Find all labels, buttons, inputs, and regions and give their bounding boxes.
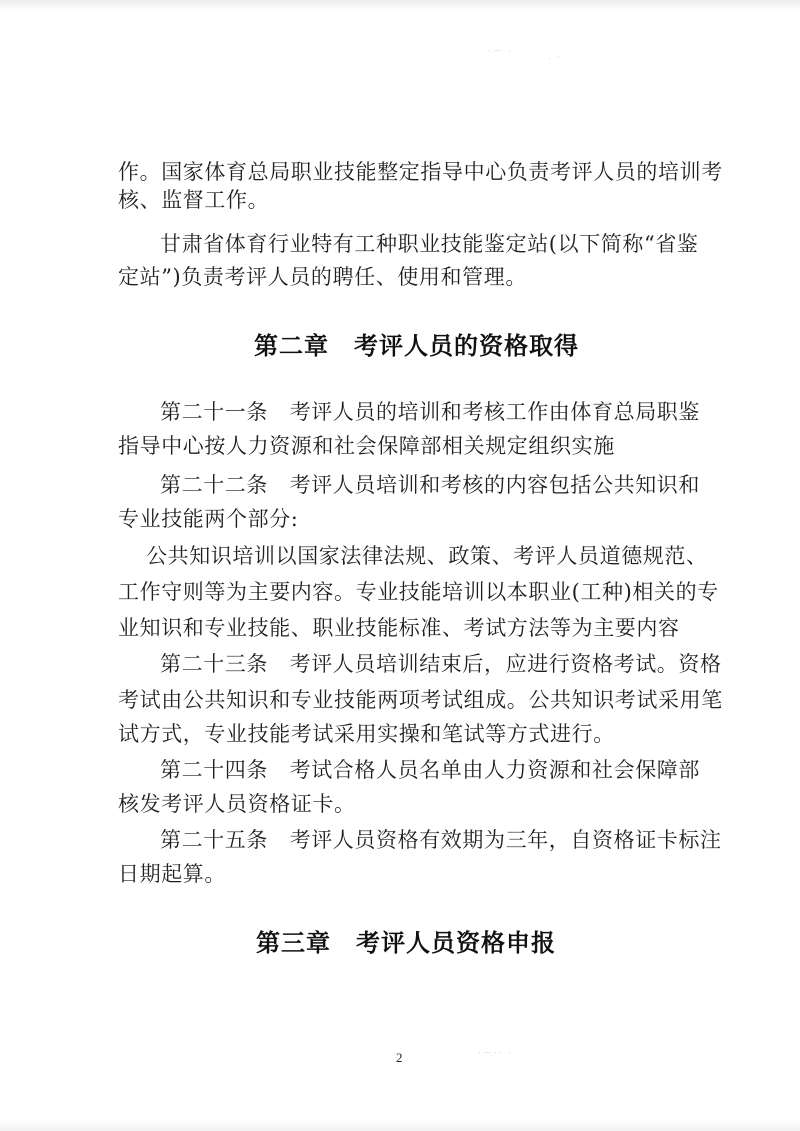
article-21-line-2: 指导中心按人力资源和社会保障部相关规定组织实施 (118, 434, 615, 458)
article-22-line-4: 工作守则等为主要内容。专业技能培训以本职业(工种)相关的专 (118, 580, 719, 604)
chapter-2-title: 第二章 考评人员的资格取得 (254, 332, 579, 360)
article-23-line-3: 试方式，专业技能考试采用实操和笔试等方式进行。 (118, 722, 615, 746)
intro-line-1: 作。国家体育总局职业技能整定指导中心负责考评人员的培训考 (118, 160, 723, 184)
article-22-line-2: 专业技能两个部分: (118, 507, 299, 531)
intro-line-4: 定站”)负责考评人员的聘任、使用和管理。 (118, 265, 527, 289)
article-22-line-3: 公共知识培训以国家法律法规、政策、考评人员道德规范、 (146, 544, 708, 568)
article-22-line-5: 业知识和专业技能、职业技能标准、考试方法等为主要内容 (118, 616, 680, 640)
article-24-line-1: 第二十四条 考试合格人员名单由人力资源和社会保障部 (160, 758, 700, 782)
intro-line-2: 核、监督工作。 (118, 188, 270, 212)
article-25-line-1: 第二十五条 考评人员资格有效期为三年，自资格证卡标注 (160, 828, 722, 852)
chapter-3-title: 第三章 考评人员资格申报 (256, 929, 556, 957)
scan-artifact: ·－ · (488, 46, 514, 56)
article-23-line-2: 考试由公共知识和专业技能两项考试组成。公共知识考试采用笔 (118, 688, 723, 712)
article-23-line-1: 第二十三条 考评人员培训结束后，应进行资格考试。资格 (160, 652, 722, 676)
page-number: 2 (396, 1050, 403, 1065)
scan-artifact: · ' (548, 54, 561, 64)
article-21-line-1: 第二十一条 考评人员的培训和考核工作由体育总局职鉴 (160, 400, 700, 424)
scan-artifact: ·－·· · (478, 1048, 514, 1058)
article-22-line-1: 第二十二条 考评人员培训和考核的内容包括公共知识和 (160, 473, 700, 497)
article-25-line-2: 日期起算。 (118, 862, 226, 886)
intro-line-3: 甘肃省体育行业特有工种职业技能鉴定站(以下简称“省鉴 (160, 232, 699, 256)
article-24-line-2: 核发考评人员资格证卡。 (118, 792, 356, 816)
